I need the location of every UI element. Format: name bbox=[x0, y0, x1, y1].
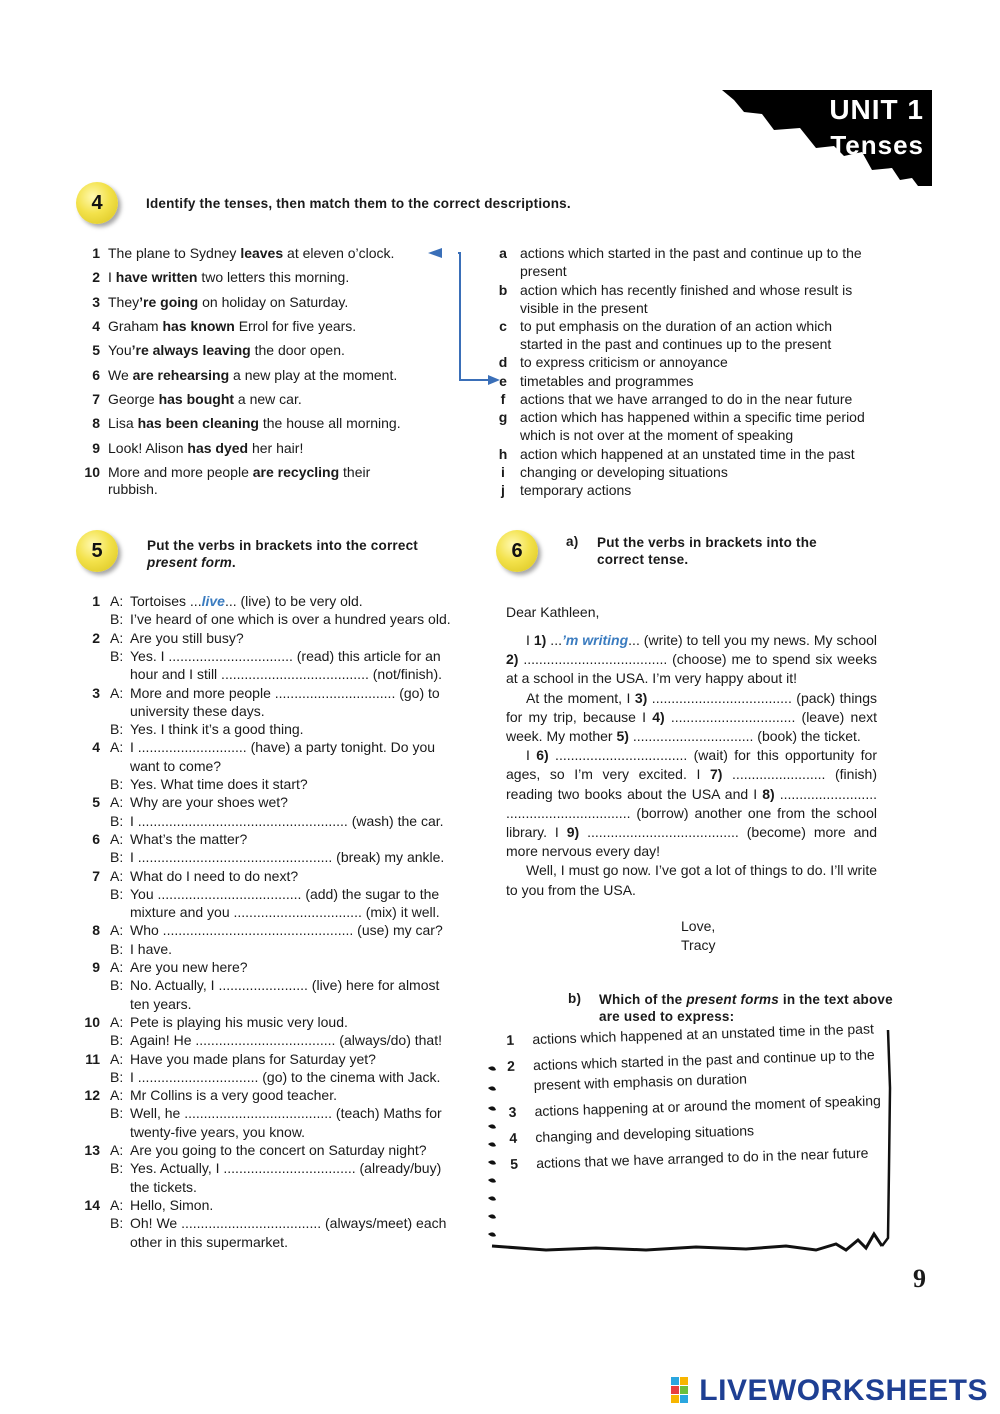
description-letter: d bbox=[498, 354, 508, 370]
page-number: 9 bbox=[913, 1264, 926, 1293]
example-answer: live bbox=[201, 593, 225, 609]
dialogue-text: No. Actually, I ....................... (live) here for almost bbox=[130, 977, 440, 994]
letter-paragraph-4: Well, I must go now. I’ve got a lot of things to do. I’ll write to you from the USA. bbox=[506, 862, 877, 898]
speaker-label: B: bbox=[110, 1105, 124, 1122]
dialogue-line bbox=[80, 1104, 466, 1122]
speaker-label: A: bbox=[110, 1013, 124, 1030]
sentence-text: I have written two letters this morning. bbox=[108, 269, 350, 285]
part-b-number: 1 bbox=[506, 1031, 515, 1048]
tense-verb: are rehearsing bbox=[132, 367, 230, 383]
speaker-label: A: bbox=[110, 1087, 124, 1104]
part-b-number: 4 bbox=[509, 1129, 518, 1146]
exercise-6-part-b-label: b) bbox=[568, 991, 582, 1006]
description-letter: b bbox=[498, 282, 508, 298]
letter-paragraph-1: I 1) ...’m writing... (write) to tell you my news. My school 2) ..................................... (choose) me to spend six weeks at a school in the USA. I’m very happy about it! bbox=[506, 632, 877, 687]
sentence-number: 10 bbox=[84, 464, 100, 480]
dialogue-text: Who ................................................. (use) my car? bbox=[130, 922, 443, 939]
letter-closing: Love, bbox=[681, 918, 716, 934]
letter-paragraph-2: At the moment, I 3) .................................... (pack) things for my trip, because I 4) ................................ (leave) next week. My mother 5) ............................... (book) the ticket. bbox=[506, 689, 878, 745]
dialogue-text: want to come? bbox=[130, 757, 222, 774]
dialogue-6 bbox=[80, 830, 466, 848]
speaker-label: B: bbox=[110, 885, 124, 902]
sentence-number: 6 bbox=[92, 367, 100, 383]
description-text: to put emphasis on the duration of an action which started in the past and continues up to the present bbox=[520, 318, 833, 352]
dialogue-line bbox=[80, 976, 466, 994]
dialogue-line bbox=[80, 1233, 466, 1251]
dialogue-line bbox=[80, 885, 466, 903]
description-text: action which has recently finished and whose result is visible in the present bbox=[520, 282, 853, 316]
exercise-4-instruction: Identify the tenses, then match them to the correct descriptions. bbox=[146, 196, 571, 211]
part-b-text: actions that we have arranged to do in the near future bbox=[535, 1144, 869, 1172]
exercise-5-instruction-line1: Put the verbs in brackets into the correct bbox=[147, 538, 418, 553]
dialogue-line bbox=[80, 647, 466, 665]
sentence-10-continued: rubbish. bbox=[108, 481, 158, 497]
dialogue-text: I have. bbox=[130, 940, 173, 957]
description-text: changing or developing situations bbox=[520, 464, 728, 480]
dialogue-line bbox=[80, 995, 466, 1013]
description-letter: f bbox=[500, 391, 506, 407]
description-text: action which has happened within a specific time period which is not over at the moment of speaking bbox=[520, 409, 865, 443]
speaker-label: A: bbox=[110, 794, 124, 811]
dialogue-number: 9 bbox=[92, 959, 100, 975]
part-b-text: actions which happened at an unstated time in the past bbox=[532, 1020, 875, 1048]
speaker-label: A: bbox=[110, 629, 124, 646]
sentence-text: More and more people are recycling their bbox=[108, 464, 371, 480]
part-b-number: 3 bbox=[508, 1103, 517, 1120]
tense-verb: ’re always leaving bbox=[131, 342, 251, 358]
speaker-label: B: bbox=[110, 611, 124, 628]
dialogue-number: 3 bbox=[92, 684, 100, 701]
dialogue-8 bbox=[80, 921, 466, 939]
part-b-text: changing and developing situations bbox=[535, 1122, 755, 1146]
dialogue-line bbox=[80, 1123, 466, 1141]
dialogue-text: Are you new here? bbox=[130, 959, 248, 975]
liveworksheets-icon bbox=[671, 1377, 697, 1411]
exercise-5-instruction: Put the verbs in brackets into the correct present form. bbox=[147, 538, 418, 570]
sentence-number: 2 bbox=[92, 269, 100, 285]
speaker-label: B: bbox=[110, 1160, 124, 1177]
speaker-label: A: bbox=[110, 1050, 124, 1067]
exercise-4-badge: 4 bbox=[76, 182, 118, 224]
speaker-label: B: bbox=[110, 647, 124, 664]
sentence-text: Graham has known Errol for five years. bbox=[108, 318, 357, 334]
sentence-number: 7 bbox=[92, 391, 100, 407]
speaker-label: A: bbox=[110, 830, 124, 847]
dialogue-line bbox=[80, 812, 466, 830]
exercise-6-part-a-label: a) bbox=[566, 534, 579, 549]
speaker-label: A: bbox=[110, 684, 124, 701]
dialogue-text: Again! He .................................... (always/do) that! bbox=[130, 1032, 442, 1049]
dialogue-text: Are you still busy? bbox=[130, 629, 244, 646]
part-b-number: 5 bbox=[509, 1155, 519, 1172]
speaker-label: B: bbox=[110, 940, 124, 957]
unit-label: UNIT 1 bbox=[829, 94, 924, 125]
dialogue-text: twenty-five years, you know. bbox=[130, 1123, 306, 1140]
dialogue-text: What’s the matter? bbox=[130, 830, 248, 847]
dialogue-text: Yes. Actually, I .................................. (already/buy) bbox=[130, 1160, 442, 1177]
description-letter: a bbox=[499, 245, 507, 261]
speaker-label: A: bbox=[110, 922, 124, 939]
speaker-label: A: bbox=[110, 959, 124, 975]
dialogue-7 bbox=[80, 867, 466, 885]
dialogue-text: Have you made plans for Saturday yet? bbox=[130, 1050, 376, 1067]
sentence-text: The plane to Sydney leaves at eleven o’clock. bbox=[108, 245, 395, 261]
dialogue-12 bbox=[80, 1086, 466, 1104]
tense-verb: has dyed bbox=[187, 440, 249, 456]
speaker-label: B: bbox=[110, 977, 124, 994]
dialogue-text: More and more people ............................... (go) to bbox=[130, 684, 440, 701]
sentence-text: Look! Alison has dyed her hair! bbox=[108, 440, 304, 456]
dialogue-text: You ..................................... (add) the sugar to the bbox=[130, 885, 440, 902]
part-b-text: actions which started in the past and continue up to the present with emphasis on duration bbox=[532, 1046, 875, 1094]
dialogue-text: Hello, Simon. bbox=[130, 1196, 214, 1213]
dialogue-3 bbox=[80, 684, 466, 702]
letter-greeting: Dear Kathleen, bbox=[506, 604, 600, 620]
description-text: actions which started in the past and continue up to the present bbox=[520, 245, 862, 279]
tense-verb: have written bbox=[115, 269, 198, 285]
sentence-text: They’re going on holiday on Saturday. bbox=[108, 294, 349, 310]
dialogue-number: 8 bbox=[92, 922, 100, 939]
match-arrow bbox=[426, 244, 502, 390]
dialogue-line bbox=[80, 1159, 466, 1177]
dialogue-text: Why are your shoes wet? bbox=[130, 794, 288, 811]
dialogue-number: 2 bbox=[92, 629, 100, 646]
dialogue-line bbox=[80, 665, 466, 683]
sentence-text: George has bought a new car. bbox=[108, 391, 302, 407]
dialogue-line bbox=[80, 1178, 466, 1196]
dialogue-line bbox=[80, 940, 466, 958]
speaker-label: A: bbox=[110, 593, 124, 609]
dialogue-11 bbox=[80, 1050, 466, 1068]
dialogue-text: I ...................................................... (wash) the car. bbox=[130, 812, 444, 829]
dialogue-number: 5 bbox=[92, 794, 100, 811]
description-letter: c bbox=[499, 318, 507, 334]
sentence-number: 1 bbox=[92, 245, 100, 261]
exercise-6-part-a-instruction: Put the verbs in brackets into the correct tense. bbox=[597, 535, 817, 567]
dialogue-text: ten years. bbox=[130, 995, 192, 1012]
dialogue-line bbox=[80, 903, 466, 921]
dialogue-line bbox=[80, 1031, 466, 1049]
description-text: temporary actions bbox=[520, 482, 632, 498]
dialogue-text: Yes. I think it’s a good thing. bbox=[130, 721, 304, 738]
tense-verb: has known bbox=[162, 318, 235, 334]
speaker-label: B: bbox=[110, 812, 124, 829]
dialogue-number: 6 bbox=[92, 830, 100, 847]
part-b-item-2 bbox=[507, 1044, 888, 1096]
dialogue-10 bbox=[80, 1013, 466, 1031]
description-letter: h bbox=[498, 446, 508, 462]
description-text: action which happened at an unstated time in the past bbox=[520, 446, 855, 462]
description-text: timetables and programmes bbox=[520, 373, 694, 389]
dialogue-number: 14 bbox=[84, 1196, 100, 1213]
dialogue-text: mixture and you ................................. (mix) it well. bbox=[130, 904, 440, 921]
dialogue-number: 7 bbox=[92, 867, 100, 884]
unit-topic: Tenses bbox=[830, 130, 924, 160]
sentence-text: We are rehearsing a new play at the moment. bbox=[108, 367, 398, 383]
speaker-label: B: bbox=[110, 1068, 124, 1085]
dialogue-line bbox=[80, 702, 466, 720]
description-text: to express criticism or annoyance bbox=[520, 354, 728, 370]
dialogue-number: 10 bbox=[84, 1013, 100, 1030]
sentence-text: You’re always leaving the door open. bbox=[108, 342, 345, 358]
exercise-5-instruction-italic: present form bbox=[147, 555, 232, 570]
dialogue-number: 12 bbox=[84, 1087, 100, 1104]
dialogue-text: I’ve heard of one which is over a hundred years old. bbox=[130, 611, 451, 628]
tense-verb: has been cleaning bbox=[137, 415, 259, 431]
dialogue-line bbox=[80, 1214, 466, 1232]
liveworksheets-logo[interactable] bbox=[671, 1374, 988, 1411]
description-text: actions that we have arranged to do in the near future bbox=[520, 391, 853, 407]
dialogue-4 bbox=[80, 738, 466, 756]
liveworksheets-text: LIVEWORKSHEETS bbox=[699, 1374, 988, 1407]
dialogue-number: 13 bbox=[84, 1142, 100, 1158]
dialogue-text: Mr Collins is a very good teacher. bbox=[130, 1087, 337, 1104]
speaker-label: B: bbox=[110, 721, 124, 738]
dialogue-text: I ............................ (have) a party tonight. Do you bbox=[130, 739, 436, 756]
dialogue-text: I .................................................. (break) my ankle. bbox=[130, 849, 445, 866]
dialogue-line bbox=[80, 720, 466, 738]
dialogue-text: other in this supermarket. bbox=[130, 1233, 288, 1250]
dialogue-text: university these days. bbox=[130, 702, 265, 719]
description-letter: i bbox=[501, 464, 505, 480]
dialogue-14 bbox=[80, 1196, 466, 1214]
dialogue-line bbox=[80, 757, 466, 775]
dialogue-text: Tortoises ...live... (live) to be very old. bbox=[130, 593, 363, 609]
dialogue-text: the tickets. bbox=[130, 1178, 197, 1195]
part-b-text: actions happening at or around the moment of speaking bbox=[534, 1092, 881, 1120]
dialogue-text: Yes. I ................................ (read) this article for an bbox=[130, 647, 441, 664]
exercise-6-part-b-list bbox=[506, 1018, 891, 1180]
tense-verb: ’re going bbox=[139, 294, 199, 310]
speaker-label: B: bbox=[110, 1215, 124, 1232]
dialogue-text: Are you going to the concert on Saturday night? bbox=[130, 1142, 427, 1158]
dialogue-text: What do I need to do next? bbox=[130, 867, 299, 884]
dialogue-text: hour and I still ...................................... (not/finish). bbox=[130, 666, 442, 683]
speaker-label: A: bbox=[110, 867, 124, 884]
part-b-item-5 bbox=[510, 1142, 890, 1174]
dialogue-line bbox=[80, 610, 466, 628]
speaker-label: A: bbox=[110, 739, 124, 756]
description-letter: e bbox=[499, 373, 507, 389]
exercise-6-badge: 6 bbox=[496, 530, 538, 572]
unit-banner bbox=[722, 88, 932, 186]
speaker-label: B: bbox=[110, 849, 124, 866]
sentence-number: 8 bbox=[92, 415, 100, 431]
exercise-6-part-b-instruction: Which of the present forms in the text above are used to express: bbox=[599, 992, 893, 1024]
letter-signature: Tracy bbox=[681, 937, 716, 953]
sentence-number: 3 bbox=[92, 294, 100, 310]
tense-verb: has bought bbox=[158, 391, 235, 407]
dialogue-line bbox=[80, 1068, 466, 1086]
dialogue-line bbox=[80, 775, 466, 793]
sentence-number: 4 bbox=[92, 318, 100, 334]
description-letter: g bbox=[498, 409, 508, 425]
speaker-label: B: bbox=[110, 1032, 124, 1049]
dialogue-13 bbox=[80, 1141, 466, 1159]
dialogue-text: Yes. What time does it start? bbox=[130, 776, 308, 792]
description-letter: j bbox=[501, 482, 505, 498]
dialogue-text: Well, he ...................................... (teach) Maths for bbox=[130, 1105, 442, 1122]
sentence-number: 9 bbox=[92, 440, 100, 456]
dialogue-5 bbox=[80, 793, 466, 811]
dialogue-text: Oh! We .................................... (always/meet) each bbox=[130, 1215, 447, 1232]
dialogue-text: I ............................... (go) to the cinema with Jack. bbox=[130, 1068, 441, 1085]
dialogue-line bbox=[80, 848, 466, 866]
letter-paragraph-3: I 6) .................................. (wait) for this opportunity for ages, so I’m very excited. I 7) ........................ (finish) reading two books about the USA and I 8) ......................... ................................ (borrow) another one from the school library. I 9) ....................................... (become) more and more nervous every day! bbox=[506, 747, 878, 860]
tense-verb: leaves bbox=[240, 245, 284, 261]
dialogue-text: Pete is playing his music very loud. bbox=[130, 1013, 348, 1030]
part-b-number: 2 bbox=[506, 1057, 516, 1074]
dialogue-number: 1 bbox=[92, 593, 100, 609]
sentence-number: 5 bbox=[92, 342, 100, 358]
tense-verb: are recycling bbox=[252, 464, 340, 480]
speaker-label: B: bbox=[110, 776, 124, 792]
letter-body bbox=[506, 631, 877, 900]
dialogue-9 bbox=[80, 958, 466, 976]
dialogue-number: 11 bbox=[85, 1050, 100, 1067]
sentence-text: Lisa has been cleaning the house all morning. bbox=[108, 415, 401, 431]
dialogue-number: 4 bbox=[92, 739, 100, 756]
speaker-label: A: bbox=[110, 1142, 124, 1158]
exercise-5-badge: 5 bbox=[76, 530, 118, 572]
dialogue-2 bbox=[80, 629, 466, 647]
dialogue-1 bbox=[80, 592, 466, 610]
speaker-label: A: bbox=[110, 1196, 124, 1213]
